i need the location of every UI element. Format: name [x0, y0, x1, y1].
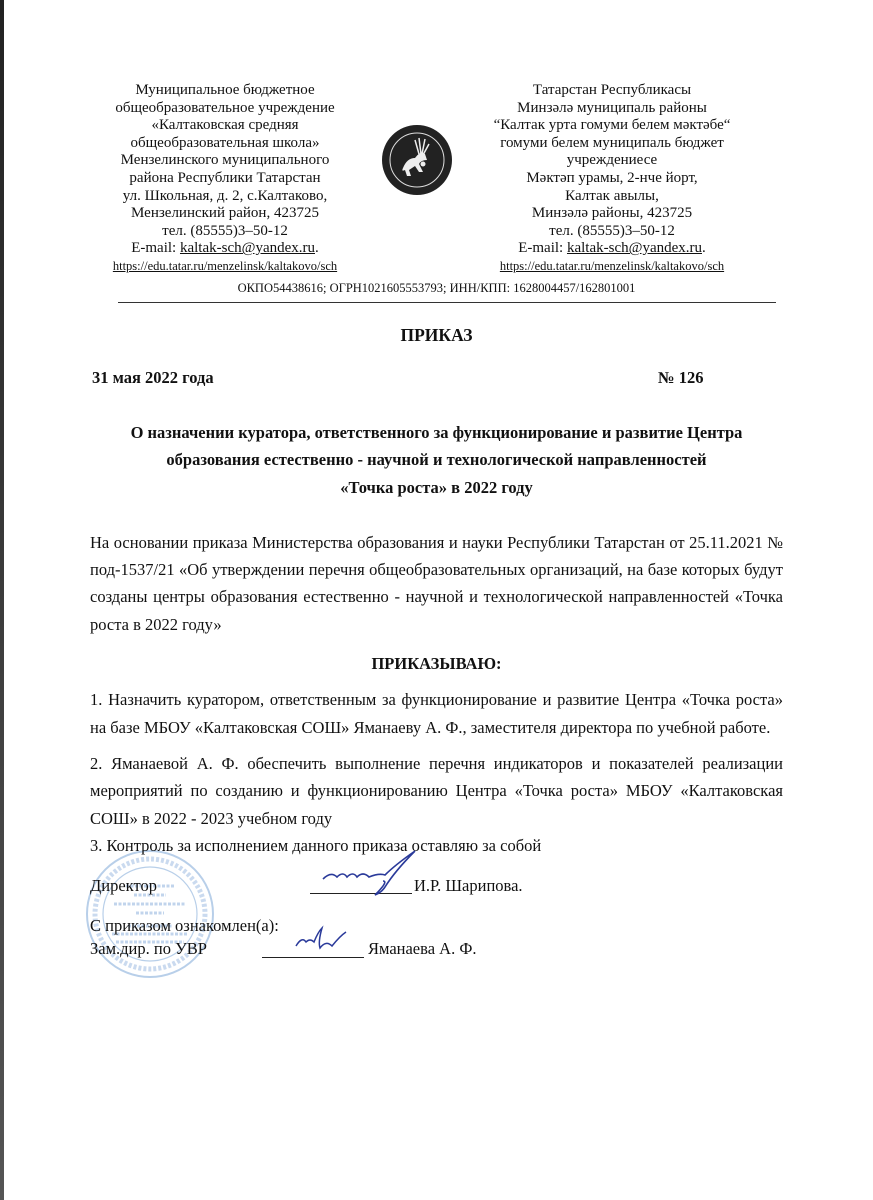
email-link[interactable]: kaltak-sch@yandex.ru: [179, 240, 315, 257]
website-link[interactable]: https://edu.tatar.ru/menzelinsk/kaltakovo/sch: [112, 258, 338, 273]
header-line: гомуми белем муниципаль бюджет: [500, 134, 724, 151]
acknowledged-label: С приказом ознакомлен(а):: [90, 916, 279, 936]
header-line: Муниципальное бюджетное: [135, 82, 315, 98]
acknowledged-position: Зам.дир. по УВР: [90, 939, 207, 959]
header-line: Минзәлә районы, 423725: [531, 205, 693, 222]
director-signature-row: [90, 872, 783, 899]
header-right: [477, 82, 747, 276]
document-type: ПРИКАЗ: [400, 325, 473, 345]
header-line: “Калтак урта гомуми белем мәктәбе“: [493, 117, 731, 134]
header-line: учреждениесе: [566, 152, 658, 169]
header-line: «Калтаковская средняя: [151, 117, 299, 134]
registry-line: ОКПО54438616; ОГРН1021605553793; ИНН/КПП: 1628004457/162801001: [237, 281, 636, 295]
document-title: [90, 419, 783, 501]
header-line: Калтак авылы,: [565, 187, 659, 204]
header-line: общеобразовательная школа»: [130, 134, 320, 151]
header-line: тел. (85555)3–50-12: [162, 222, 288, 239]
title-line: «Точка роста» в 2022 году: [340, 477, 533, 497]
director-signature: [318, 849, 423, 899]
header-line: Мәктәп урамы, 2-нче йорт,: [526, 169, 698, 186]
order-item: 2. Яманаевой А. Ф. обеспечить выполнение перечня индикаторов и показателей реализации мероприятий по созданию и функционированию Центра «Точка роста» МБОУ «Калтаковская СОШ» в 2022 - 2023 учебном году: [90, 753, 783, 828]
order-item: 3. Контроль за исполнением данного приказа оставляю за собой: [90, 835, 542, 855]
title-line: О назначении куратора, ответственного за функционирование и развитие Центра: [130, 423, 743, 442]
order-word: ПРИКАЗЫВАЮ:: [371, 654, 502, 674]
header-line: Татарстан Республикасы: [532, 82, 692, 98]
header-line: Мензелинского муниципального: [120, 152, 330, 169]
acknowledged-name: Яманаева А. Ф.: [368, 939, 477, 959]
header-line: Мензелинский район, 423725: [131, 205, 319, 222]
email-link[interactable]: kaltak-sch@yandex.ru: [566, 240, 702, 257]
header-divider: [118, 302, 776, 303]
title-line: образования естественно - научной и технологической направленностей: [166, 450, 707, 470]
preamble: На основании приказа Министерства образования и науки Республики Татарстан от 25.11.2021 № под-1537/21 «Об утверждении перечня общеобразовательных организаций, на базе которых будут созданы центры образования естественно - научной и технологической направленностей «Точка роста в 2022 году»: [90, 532, 783, 634]
document-date: 31 мая 2022 года: [92, 368, 214, 387]
order-item: 1. Назначить куратором, ответственным за функционирование и развитие Центра «Точка роста» на базе МБОУ «Калтаковская СОШ» Яманаеву А. Ф., заместителя директора по учебной работе.: [90, 690, 783, 737]
website-link[interactable]: https://edu.tatar.ru/menzelinsk/kaltakovo/sch: [499, 258, 725, 273]
header-line: тел. (85555)3–50-12: [549, 222, 675, 239]
header-line: общеобразовательное учреждение: [115, 99, 335, 116]
header-line: Минзәлә муниципаль районы: [517, 99, 707, 116]
acknowledged-row: [90, 937, 783, 960]
header-line: района Республики Татарстан: [129, 169, 321, 186]
document-body: [90, 419, 783, 960]
document-number: № 126: [658, 368, 704, 387]
header-line: ул. Школьная, д. 2, с.Калтаково,: [122, 187, 328, 204]
signature-position: Директор: [90, 876, 157, 896]
acknowledged-signature: [292, 924, 352, 958]
email-line: E-mail: kaltak-sch@yandex.ru.: [131, 240, 319, 257]
coat-of-arms-icon: [381, 124, 453, 196]
email-line: E-mail: kaltak-sch@yandex.ru.: [518, 240, 706, 257]
signature-name: И.Р. Шарипова.: [414, 876, 523, 896]
header-left: [90, 82, 360, 276]
scan-edge: [0, 0, 4, 1200]
